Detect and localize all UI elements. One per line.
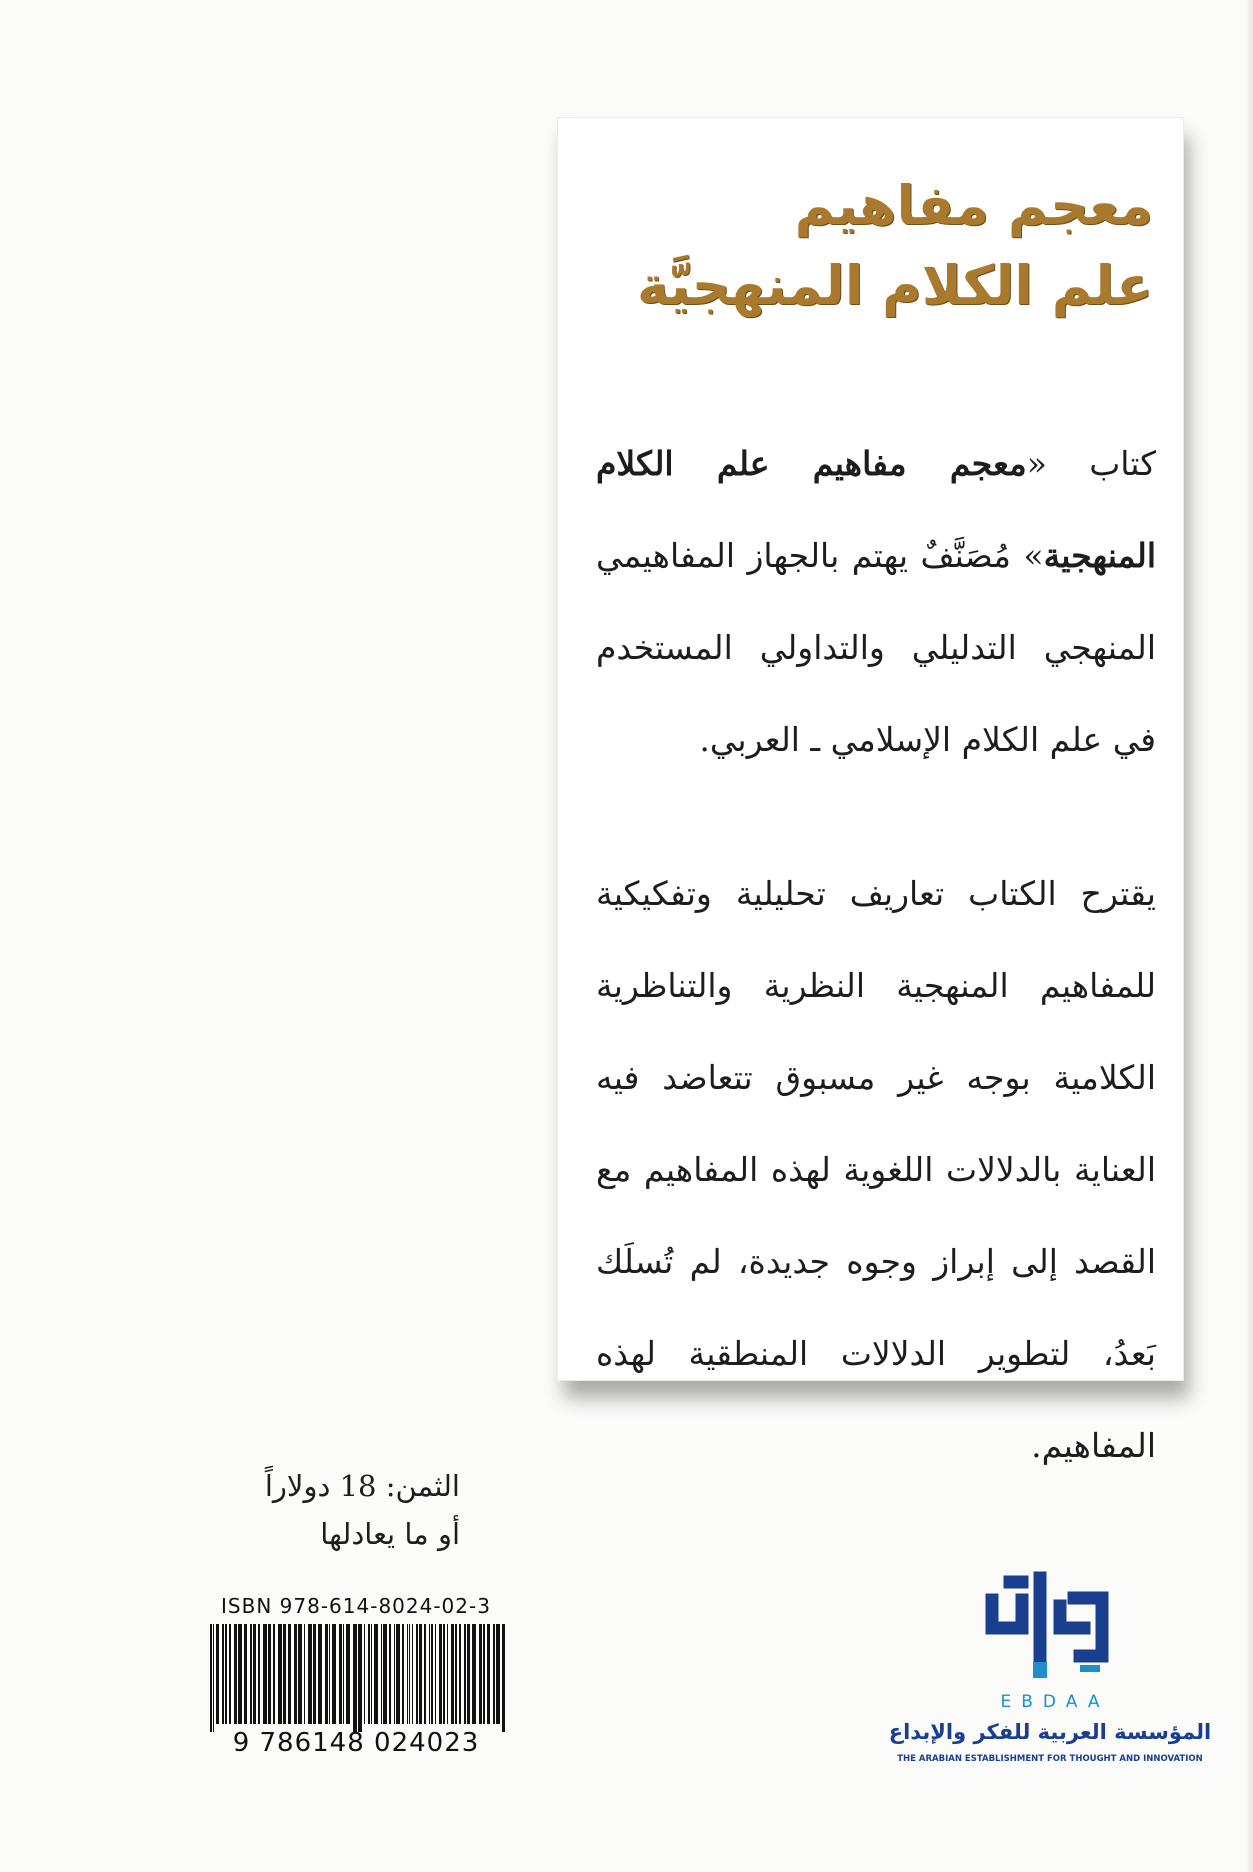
isbn-label: ISBN 978-614-8024-02-3 xyxy=(221,1594,491,1618)
publisher-english-name: THE ARABIAN ESTABLISHMENT FOR THOUGHT AND INNOVATION xyxy=(897,1754,1203,1764)
barcode-bar xyxy=(308,1624,312,1724)
barcode-bar xyxy=(250,1624,252,1724)
barcode-bar xyxy=(329,1624,330,1724)
barcode-bar xyxy=(258,1624,260,1724)
barcode-bar xyxy=(210,1624,212,1732)
barcode-bar xyxy=(459,1624,461,1724)
barcode-bar xyxy=(409,1624,410,1724)
barcode-bar xyxy=(455,1624,457,1724)
barcode-bar xyxy=(443,1624,445,1724)
barcode-bar xyxy=(407,1624,408,1724)
barcode-bar xyxy=(424,1624,426,1724)
barcode-bar xyxy=(353,1624,357,1732)
barcode-bar xyxy=(253,1624,256,1724)
barcode-bar xyxy=(346,1624,350,1724)
barcode-bar xyxy=(412,1624,413,1724)
price-text: الثمن: 18 دولاراً xyxy=(264,1469,460,1503)
barcode-bar xyxy=(216,1624,219,1724)
barcode-bar xyxy=(318,1624,322,1724)
publisher-logo xyxy=(880,1570,1220,1780)
book-title-line-1: معجم مفاهيم xyxy=(794,174,1153,237)
barcode-bar xyxy=(368,1624,370,1724)
description-card xyxy=(558,118,1183,1465)
barcode-bar xyxy=(483,1624,485,1724)
barcode-bar xyxy=(238,1624,242,1724)
barcode-number: 9 786148 024023 xyxy=(232,1728,480,1758)
barcode-bar xyxy=(222,1624,224,1724)
barcode-bar xyxy=(225,1624,227,1724)
barcode-bar xyxy=(283,1624,286,1724)
ebdaa-logo-icon xyxy=(970,1570,1130,1688)
barcode-bar xyxy=(396,1624,400,1724)
barcode-bar xyxy=(374,1624,378,1724)
barcode-bar xyxy=(416,1624,418,1724)
barcode-bar xyxy=(472,1624,476,1724)
barcode-bar xyxy=(467,1624,470,1724)
barcode-bar xyxy=(371,1624,372,1724)
barcode-bar xyxy=(383,1624,387,1724)
barcode-bar xyxy=(273,1624,275,1724)
barcode-bar xyxy=(496,1624,500,1724)
barcode-bar xyxy=(451,1624,454,1724)
description-paragraph-1 xyxy=(596,418,1156,786)
barcode-bar xyxy=(313,1624,316,1724)
barcode-bar xyxy=(439,1624,442,1724)
barcode-bar xyxy=(325,1624,328,1724)
barcode-bar xyxy=(298,1624,302,1724)
barcode-bar xyxy=(389,1624,391,1724)
barcode-bar xyxy=(278,1624,282,1724)
barcode-bar xyxy=(502,1624,505,1732)
barcode-bar xyxy=(431,1624,433,1724)
barcode-bar xyxy=(464,1624,466,1724)
barcode-bar xyxy=(288,1624,291,1724)
barcode-bar xyxy=(268,1624,271,1724)
barcode-bar xyxy=(447,1624,448,1724)
barcode-bar xyxy=(244,1624,247,1724)
barcode-bar xyxy=(402,1624,404,1724)
barcode-bar xyxy=(332,1624,336,1724)
paragraph-1-book-name: معجم مفاهيم علم الكلام المنهجية xyxy=(596,444,1156,575)
barcode-bar xyxy=(364,1624,365,1724)
barcode-bar xyxy=(229,1624,231,1724)
barcode-bar xyxy=(394,1624,395,1724)
barcode-bar xyxy=(487,1624,490,1724)
barcode-bar xyxy=(343,1624,344,1724)
barcode-bar xyxy=(358,1624,362,1732)
publisher-latin-name: EBDAA xyxy=(1000,1692,1110,1712)
barcode-bar xyxy=(294,1624,297,1724)
paragraph-1-rest: » مُصَنَّفٌ يهتم بالجهاز المفاهيمي المنهجي التدليلي والتداولي المستخدم في علم الكلام الإسلامي ـ العربي. xyxy=(596,536,1156,759)
barcode-bar xyxy=(381,1624,382,1724)
paragraph-1-prefix: كتاب « xyxy=(1026,444,1156,483)
publisher-arabic-name: المؤسسة العربية للفكر والإبداع xyxy=(888,1720,1212,1744)
description-paragraph-2: يقترح الكتاب تعاريف تحليلية وتفكيكية للمفاهيم المنهجية النظرية والتناظرية الكلامية بوجه غير مسبوق تتعاضد فيه العناية بالدلالات اللغوية لهذه المفاهيم مع القصد إلى إبراز وجوه جديدة، لم تُسلَك بَعدُ، لتطوير الدلالات المنطقية لهذه المفاهيم. xyxy=(596,874,1156,1465)
barcode-bars xyxy=(210,1624,510,1732)
price-equivalent-text: أو ما يعادلها xyxy=(320,1517,460,1551)
book-title-line-2: علم الكلام المنهجيَّة xyxy=(636,254,1153,317)
barcode-bar xyxy=(304,1624,305,1724)
barcode-bar xyxy=(339,1624,342,1724)
barcode-bar xyxy=(435,1624,436,1724)
page-edge xyxy=(1247,0,1253,1872)
barcode-bar xyxy=(429,1624,430,1724)
price-block xyxy=(190,1462,460,1558)
barcode-bar xyxy=(479,1624,482,1724)
barcode-bar xyxy=(493,1624,495,1724)
barcode-bar xyxy=(234,1624,237,1724)
barcode-bar xyxy=(419,1624,422,1724)
isbn-barcode xyxy=(196,1594,516,1764)
barcode-bar xyxy=(213,1624,214,1732)
barcode-bar xyxy=(263,1624,267,1724)
book-title xyxy=(558,166,1153,326)
